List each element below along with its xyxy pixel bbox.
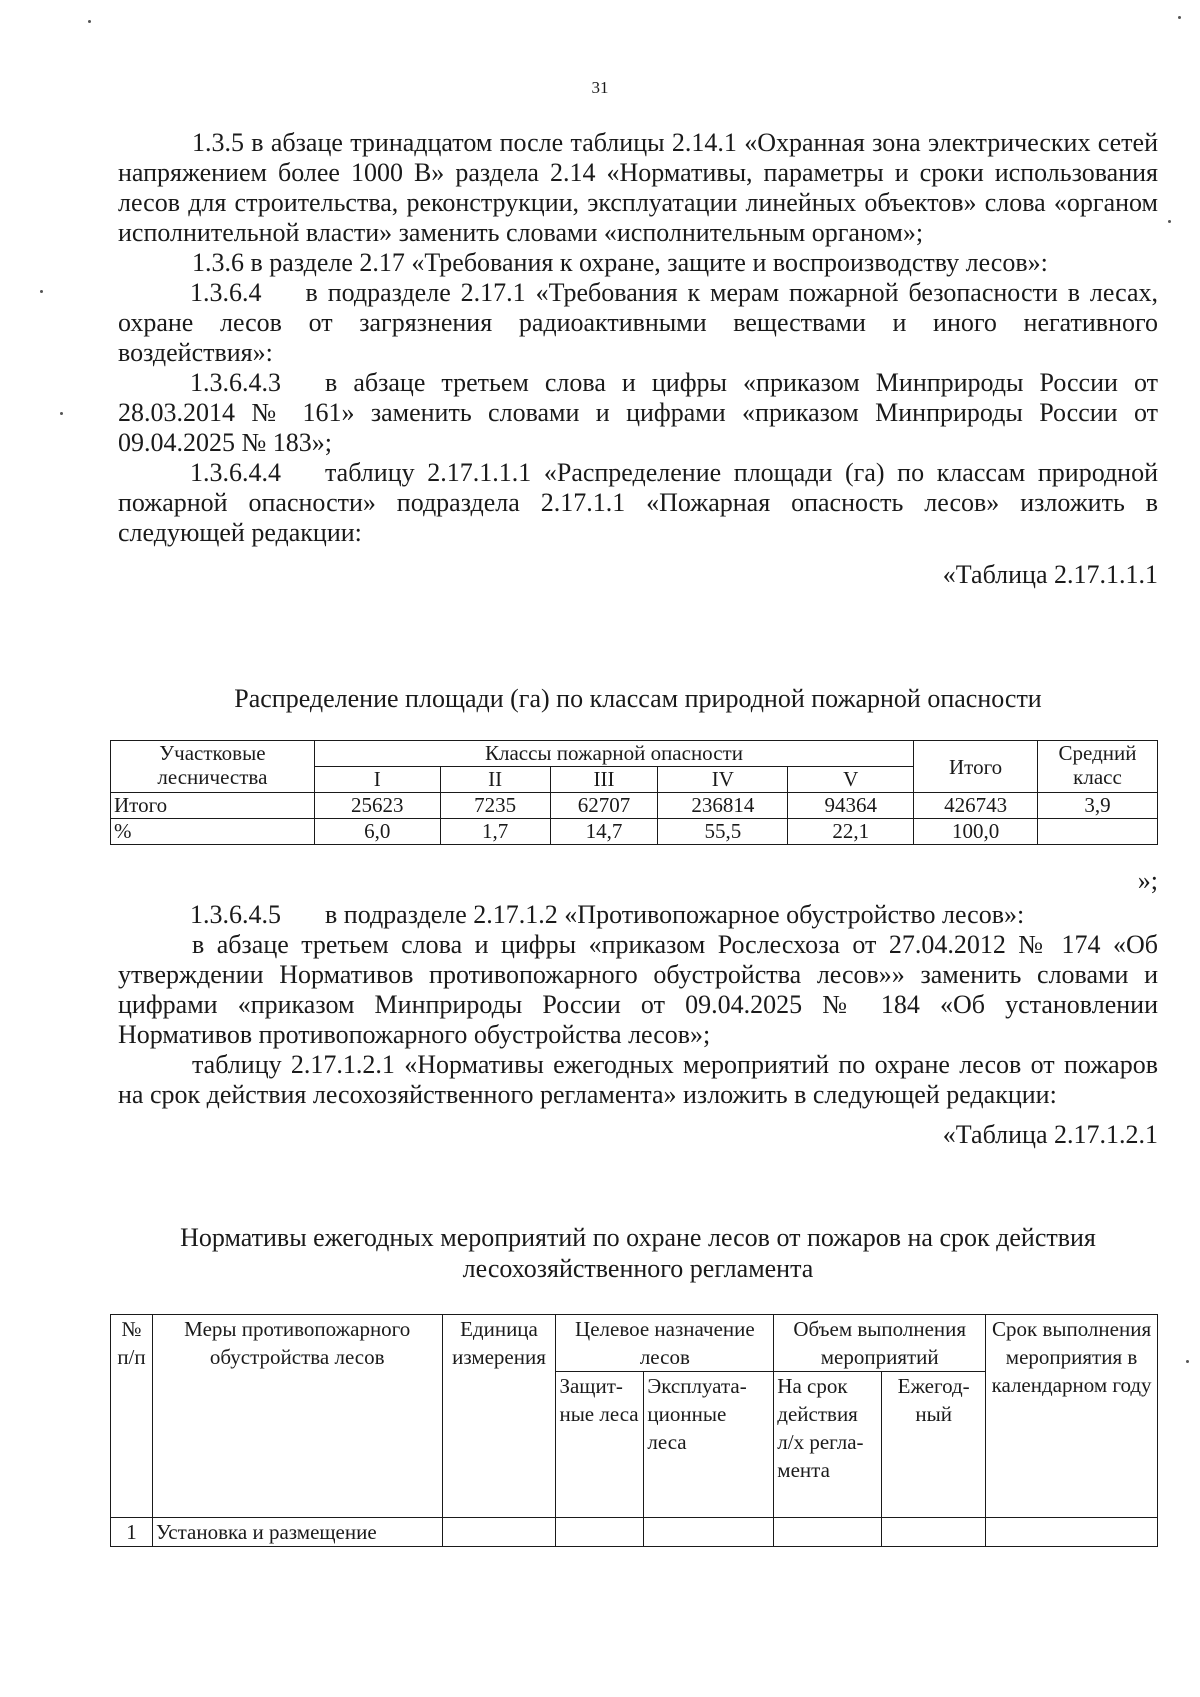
header-regulation-period: На срок действия л/х регла-мента xyxy=(774,1372,882,1518)
table-2-label: «Таблица 2.17.1.2.1 xyxy=(942,1120,1158,1149)
clause-number: 1.3.6.4.3 xyxy=(190,368,281,397)
class-label: I xyxy=(314,767,440,793)
cell-value: 55,5 xyxy=(658,819,788,845)
table-1-caption: Распределение площади (га) по классам природной пожарной опасности xyxy=(234,684,1042,713)
table-2-caption-line-2: лесохозяйственного регламента xyxy=(462,1254,814,1283)
scan-speck xyxy=(88,20,91,23)
cell-value: 62707 xyxy=(550,793,658,819)
fire-danger-area-table xyxy=(110,740,1158,845)
amendments-block-1 xyxy=(118,128,1158,590)
class-label: V xyxy=(788,767,914,793)
clause-text: таблицу 2.17.1.1.1 «Распределение площади (га) по классам природной пожарной опасности» подраздела 2.17.1.1 «Пожарная опасность лесов» изложить в следующей редакции: xyxy=(118,458,1158,547)
empty-cell xyxy=(556,1518,644,1547)
cell-total: 100,0 xyxy=(914,819,1038,845)
header-exploitation-forests: Эксплуата-ционные леса xyxy=(644,1372,774,1518)
cell-total: 426743 xyxy=(914,793,1038,819)
cell-value: 25623 xyxy=(314,793,440,819)
clause-text: в абзаце третьем слова и цифры «приказом Минприроды России от 28.03.2014 № 161» заменить словами и цифрами «приказом Минприроды России от 09.04.2025 № 183»; xyxy=(118,368,1158,457)
empty-cell xyxy=(774,1518,882,1547)
cell-value: 94364 xyxy=(788,793,914,819)
amendments-block-2 xyxy=(118,866,1158,1150)
header-deadline: Срок выполнения мероприятия в календарном году xyxy=(986,1315,1158,1518)
paragraph-abzac-3: в абзаце третьем слова и цифры «приказом Рослесхоза от 27.04.2012 № 174 «Об утверждении Нормативов противопожарного обустройства лесов»» заменить словами и цифрами «приказом Минприроды России от 09.04.2025 № 184 «Об установлении Нормативов противопожарного обустройства лесов»; xyxy=(118,930,1158,1049)
header-measures: Меры противопожарного обустройства лесов xyxy=(152,1315,442,1518)
table-row xyxy=(111,793,1158,819)
header-volume: Объем выполнения мероприятий xyxy=(774,1315,986,1372)
class-label: II xyxy=(440,767,550,793)
clause-number: 1.3.6.4.4 xyxy=(190,458,281,487)
scan-speck xyxy=(1178,16,1181,19)
paragraph-1-3-6-4-4 xyxy=(118,458,1158,548)
empty-cell xyxy=(644,1518,774,1547)
scan-speck xyxy=(40,290,43,293)
header-forestry: Участковые лесничества xyxy=(111,741,315,793)
header-fire-classes: Классы пожарной опасности xyxy=(314,741,913,767)
class-label: IV xyxy=(658,767,788,793)
cell-value: 236814 xyxy=(658,793,788,819)
clause-text: в подразделе 2.17.1 «Требования к мерам пожарной безопасности в лесах, охране лесов от загрязнения радиоактивными веществами и иного негативного воздействия»: xyxy=(118,278,1158,367)
table-1-closing: »; xyxy=(1137,866,1158,895)
paragraph-1-3-6-4-3 xyxy=(118,368,1158,458)
header-protective-forests: Защит-ные леса xyxy=(556,1372,644,1518)
clause-number: 1.3.6.4 xyxy=(190,278,262,307)
header-number: № п/п xyxy=(111,1315,153,1518)
table-1-label: «Таблица 2.17.1.1.1 xyxy=(942,560,1158,589)
table-2-caption xyxy=(118,1222,1158,1284)
header-annual: Ежегод-ный xyxy=(882,1372,986,1518)
paragraph-1-3-5: 1.3.5 в абзаце тринадцатом после таблицы 2.14.1 «Охранная зона электрических сетей напряжением более 1000 В» раздела 2.14 «Нормативы, параметры и сроки использования лесов для строительства, реконструкции, эксплуатации линейных объектов» слова «органом исполнительной власти» заменить словами «исполнительным органом»; xyxy=(118,128,1158,247)
scan-speck xyxy=(1186,1360,1189,1363)
table-row xyxy=(111,1518,1158,1547)
header-forest-purpose: Целевое назначение лесов xyxy=(556,1315,774,1372)
fire-prevention-measures-table xyxy=(110,1314,1158,1547)
row-label: Итого xyxy=(111,793,315,819)
class-label: III xyxy=(550,767,658,793)
paragraph-1-3-6-4 xyxy=(118,278,1158,368)
scan-speck xyxy=(1168,220,1171,223)
cell-value: 6,0 xyxy=(314,819,440,845)
row-label: % xyxy=(111,819,315,845)
row-measure: Установка и размещение xyxy=(152,1518,442,1547)
paragraph-table-2-intro: таблицу 2.17.1.2.1 «Нормативы ежегодных мероприятий по охране лесов от пожаров на срок действия лесохозяйственного регламента» изложить в следующей редакции: xyxy=(118,1050,1158,1109)
cell-value: 14,7 xyxy=(550,819,658,845)
paragraph-1-3-6-4-5 xyxy=(118,900,1158,930)
row-number: 1 xyxy=(111,1518,153,1547)
paragraph-1-3-6: 1.3.6 в разделе 2.17 «Требования к охране, защите и воспроизводству лесов»: xyxy=(192,248,1048,277)
table-row xyxy=(111,819,1158,845)
cell-average xyxy=(1038,819,1158,845)
table-2-caption-line-1: Нормативы ежегодных мероприятий по охране лесов от пожаров на срок действия xyxy=(180,1223,1096,1252)
empty-cell xyxy=(882,1518,986,1547)
cell-value: 22,1 xyxy=(788,819,914,845)
header-unit: Единица измерения xyxy=(442,1315,556,1518)
header-total: Итого xyxy=(914,741,1038,793)
clause-text: в подразделе 2.17.1.2 «Противопожарное обустройство лесов»: xyxy=(325,900,1025,929)
cell-average: 3,9 xyxy=(1038,793,1158,819)
page-number: 31 xyxy=(591,78,609,97)
header-average-class: Средний класс xyxy=(1038,741,1158,793)
cell-value: 1,7 xyxy=(440,819,550,845)
empty-cell xyxy=(442,1518,556,1547)
cell-value: 7235 xyxy=(440,793,550,819)
clause-number: 1.3.6.4.5 xyxy=(190,900,281,929)
scan-speck xyxy=(60,412,63,415)
empty-cell xyxy=(986,1518,1158,1547)
